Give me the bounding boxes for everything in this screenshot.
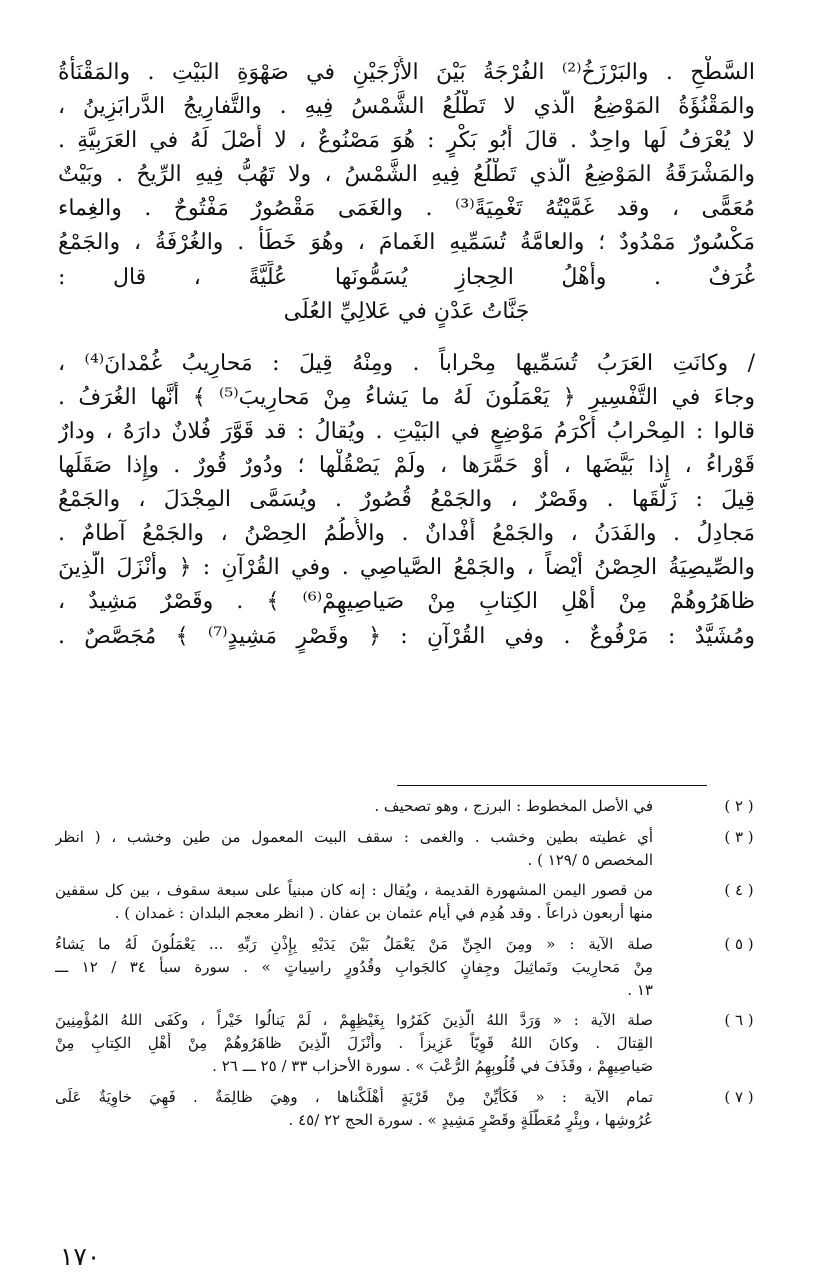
footnote-number: ( ٣ )	[724, 828, 754, 846]
text-line: والصِّيصِيَةُ الحِصْنُ أَيْضاً ، والجَمْعُ الصَّياصِي . وفي القُرْآنِ : ﴿ وأَنْزَلَ الَّذِينَ	[58, 555, 755, 581]
footnote-line: صلة الآية : « ومِنَ الجِنِّ مَنْ يَعْمَلُ بَيْنَ يَدَيْهِ بِإِذْنِ رَبِّهِ ... يَعْمَلُونَ لَهُ ما يَشاءُ	[55, 935, 653, 953]
footnote-text	[55, 795, 653, 818]
spacer	[55, 1078, 763, 1086]
spacer	[55, 818, 763, 826]
page-number: ١٧٠	[60, 1242, 101, 1271]
text-line: قِيلَ : زَلَّقَها . وقَصْرٌ ، والجَمْعُ قُصُورٌ . ويُسَمَّى المِجْدَلَ ، والجَمْعُ	[58, 487, 755, 513]
text-line: السَّطْحِ . والبَرْزَخُ⁽²⁾ الفُرْجَةُ بَيْنَ الأَزْجَيْنِ في صَهْوَةِ البَيْتِ . والمَقْنَأَةُ	[58, 60, 755, 85]
footnote-number: ( ٧ )	[724, 1088, 754, 1106]
main-text-block	[58, 56, 755, 654]
text-line: قالوا : المِحْرابُ أَكْرَمُ مَوْضِعٍ في البَيْتِ . ويُقالُ : قد قَوَّرَ فُلانٌ دارَهُ ، ودارٌ	[58, 418, 755, 444]
text-line: قَوْراءُ ، إِذا بَيَّضَها ، أَوْ حَمَّرَها ، ولَمْ يَصْقُلْها ؛ ودُورٌ قُورٌ . وإِذا صَقَلَها	[58, 453, 755, 479]
footnote-separator-rule	[397, 785, 707, 786]
footnote-item	[55, 1086, 763, 1132]
text-line: ظاهَرُوهُمْ مِنْ أَهْلِ الكِتابِ مِنْ صَياصِيهِمْ⁽⁶⁾ ﴾ . وقَصْرٌ مَشِيدٌ ،	[58, 589, 755, 615]
text-line: ومُشَيَّدٌ : مَرْفُوعٌ . وفي القُرْآنِ : ﴿ وقَصْرٍ مَشِيدٍ⁽⁷⁾ ﴾ مُجَصَّصٌ .	[58, 623, 755, 649]
footnote-line: القِتالَ . وكانَ اللهُ قَوِيّاً عَزِيزاً . وأَنْزَلَ الَّذِينَ ظاهَرُوهُمْ مِنْ أَهْلِ الكِتابِ مِنْ	[55, 1034, 653, 1052]
text-line: والمَقْنُؤَةُ المَوْضِعُ الَّذي لا تَطْلُعُ الشَّمْسُ فِيهِ . والتَّفارِيجُ الدَّرابَزِينُ ،	[58, 94, 755, 120]
text-line: مَكْسُورٌ مَمْدُودٌ ؛ والعامَّةُ تُسَمِّيهِ الغَمامَ ، وهُوَ خَطَأٌ . والغُرْفَةُ ، والجَمْعُ	[58, 230, 755, 256]
text-line: مُعَمًّى ، وقد غَمَّيْتُهُ تَغْمِيَةً⁽³⁾ . والغَمَى مَقْصُورٌ مَفْتُوحٌ . والغِماء	[58, 196, 755, 222]
footnote-text	[55, 879, 653, 925]
footnote-line: صَياصِيهِمْ ، وقَذَفَ في قُلُوبِهِمُ الرُّعْبَ » . سورة الأحزاب ٣٣ / ٢٥ ـــ ٢٦ .	[212, 1057, 653, 1075]
text-line: والمَشْرَقَةُ المَوْضِعُ الَّذي تَطْلُعُ فِيهِ الشَّمْسُ ، ولا تَهُبُّ فِيهِ الرِّيحُ . وبَيْتٌ	[58, 162, 755, 188]
footnote-line: في الأصل المخطوط : البرزج ، وهو تصحيف .	[374, 797, 653, 815]
footnote-item	[55, 1009, 763, 1078]
text-line: / وكانَتِ العَرَبُ تُسَمِّيها مِحْراباً . ومِنْهُ قِيلَ : مَحارِيبُ غُمْدانَ⁽⁴⁾ ،	[58, 350, 755, 376]
footnote-number: ( ٦ )	[724, 1011, 754, 1029]
footnote-item	[55, 879, 763, 925]
footnote-number: ( ٤ )	[724, 881, 754, 899]
spacer	[55, 872, 763, 879]
poetry-verse: جَنَّاتُ عَدْنٍ في عَلالِيِّ العُلَى	[283, 298, 530, 324]
footnote-line: من قصور اليمن المشهورة القديمة ، ويُقال : إنه كان مبنياً على سبعة سقوف ، بين كل سقفين	[55, 881, 653, 899]
footnote-number: ( ٢ )	[724, 797, 754, 815]
footnote-text	[55, 1009, 653, 1078]
text-line: وجاءَ في التَّفْسِيرِ ﴿ يَعْمَلُونَ لَهُ ما يَشاءُ مِنْ مَحارِيبَ⁽⁵⁾ ﴾ أَنَّها الغُرَفُ .	[58, 384, 755, 410]
footnote-line: المخصص ٥ /١٢٩ ) .	[527, 851, 653, 869]
footnote-line: صلة الآية : « وَرَدَّ اللهُ الَّذِينَ كَفَرُوا بِغَيْظِهِمْ ، لَمْ يَنالُوا خَيْراً ، وكَفَى اللهُ المُؤْمِنِينَ	[55, 1011, 653, 1029]
footnote-text	[55, 826, 653, 872]
footnote-line: تمام الآية : « فَكَأَيِّنْ مِنْ قَرْيَةٍ أَهْلَكْناها ، وهِيَ ظالِمَةٌ . فَهِيَ خاوِيَةٌ عَلَى	[55, 1088, 653, 1106]
footnote-line: أي غطيته بطين وخشب . والغمى : سقف البيت المعمول من طين وخشب ، ( انظر	[55, 828, 653, 846]
footnote-item	[55, 933, 763, 1002]
footnote-item	[55, 795, 763, 818]
footnote-item	[55, 826, 763, 872]
footnote-number: ( ٥ )	[724, 935, 754, 953]
footnote-line: منها أربعون ذراعاً . وقد هُدِم في أيام عثمان بن عفان . ( انظر معجم البلدان : غمدان ) .	[114, 904, 653, 922]
text-line: لا يُعْرَفُ لَها واحِدٌ . قالَ أَبُو بَكْرٍ : هُوَ مَصْنُوعٌ ، لا أَصْلَ لَهُ في العَرَبِيَّةِ .	[58, 128, 755, 154]
spacer	[55, 1002, 763, 1009]
footnote-text	[55, 1086, 653, 1132]
text-line: مَجادِلُ . والفَدَنُ ، والجَمْعُ أَفْدانٌ . والأُطُمُ الحِصْنُ ، والجَمْعُ آطامٌ .	[58, 521, 755, 547]
spacer	[55, 925, 763, 933]
footnote-line: مِنْ مَحارِيبَ وتَماثِيلَ وجِفانٍ كالجَوابِ وقُدُورٍ راسِياتٍ » . سورة سبأ ٣٤ / ١٢ ـــ	[55, 958, 653, 976]
footnote-line: ١٣ .	[627, 981, 653, 999]
text-line: غُرَفٌ . وأَهْلُ الحِجازِ يُسَمُّونَها عُلِّيَّةً ، قال :	[58, 264, 755, 290]
footnotes-section	[55, 795, 763, 1132]
footnote-line: عُرُوشِها ، وبِئْرٍ مُعَطَّلَةٍ وقَصْرٍ مَشِيدٍ » . سورة الحج ٢٢ /٤٥ .	[288, 1111, 653, 1129]
footnote-text	[55, 933, 653, 1002]
